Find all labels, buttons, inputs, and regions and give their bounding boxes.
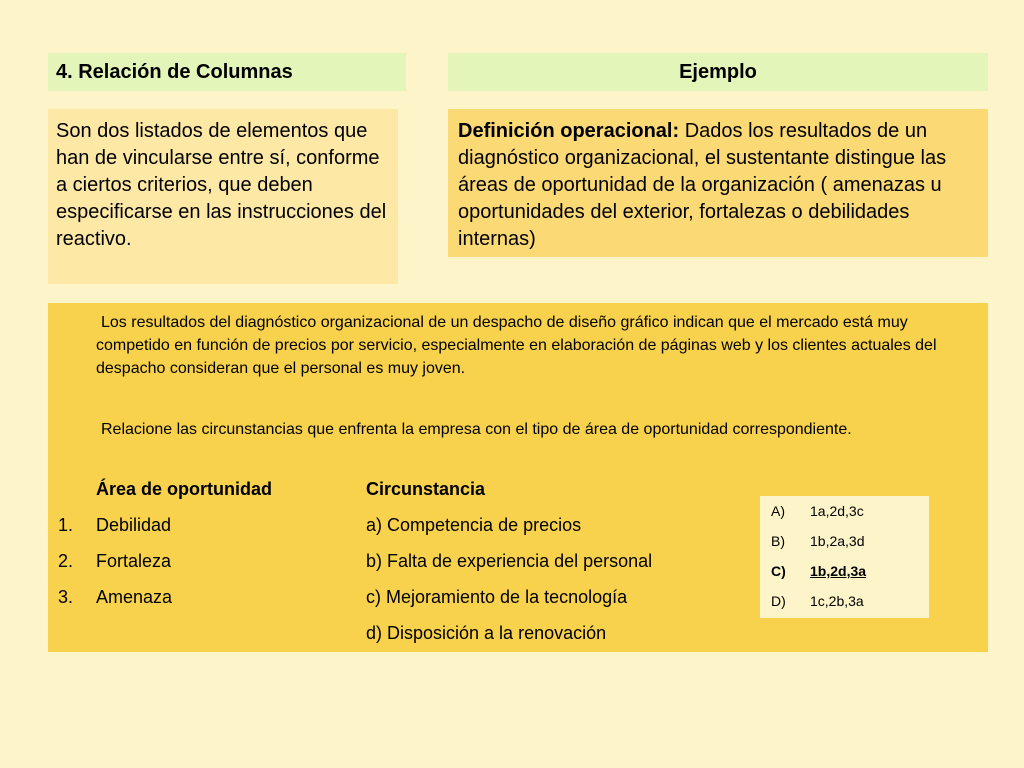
left-item-number: 1. — [58, 515, 74, 535]
example-header — [448, 53, 988, 91]
left-column-header: Área de oportunidad — [96, 479, 273, 499]
section-title-text: 4. Relación de Columnas — [56, 60, 293, 83]
answer-letter: C) — [771, 563, 786, 579]
left-item-number: 2. — [58, 551, 74, 571]
stem-paragraph-2: Relacione las circunstancias que enfrenta la empresa con el tipo de área de oportunidad correspondiente. — [101, 421, 852, 438]
answer-option-d[interactable] — [760, 593, 929, 623]
stem-paragraph-1: Los resultados del diagnóstico organizacional de un despacho de diseño gráfico indican que el mercado está muy competido en función de precios por servicio, especialmente en elaboración de páginas web y los clientes actuales del despacho consideran que el personal es muy joven. — [96, 314, 937, 377]
right-item: d) Disposición a la renovación — [366, 623, 607, 643]
answer-option-a[interactable] — [760, 503, 929, 533]
answer-option-b[interactable] — [760, 533, 929, 563]
left-item-number: 3. — [58, 587, 74, 607]
right-item: c) Mejoramiento de la tecnología — [366, 587, 628, 607]
right-column-header: Circunstancia — [366, 479, 486, 499]
definition-box — [448, 109, 988, 257]
answer-option-c[interactable] — [760, 563, 929, 593]
left-item-text: Amenaza — [96, 587, 173, 607]
right-item: b) Falta de experiencia del personal — [366, 551, 653, 571]
section-title — [48, 53, 406, 91]
left-item-text: Debilidad — [96, 515, 172, 535]
answer-options — [760, 496, 929, 618]
example-header-text: Ejemplo — [679, 60, 757, 83]
answer-value: 1a,2d,3c — [810, 503, 864, 519]
definition-label: Definición operacional: — [458, 120, 680, 142]
answer-value: 1b,2a,3d — [810, 533, 865, 549]
answer-letter: A) — [771, 503, 785, 519]
answer-value: 1b,2d,3a — [810, 563, 867, 579]
left-item-text: Fortaleza — [96, 551, 172, 571]
answer-value: 1c,2b,3a — [810, 593, 864, 609]
right-item: a) Competencia de precios — [366, 515, 582, 535]
answer-letter: B) — [771, 533, 785, 549]
description-text: Son dos listados de elementos que han de vincularse entre sí, conforme a ciertos criterios, que deben especificarse en las instrucciones del reactivo. — [56, 120, 387, 250]
description-box — [48, 109, 398, 284]
definition-text: Dados los resultados de un diagnóstico organizacional, el sustentante distingue las áreas de oportunidad de la organización ( amenazas u oportunidades del exterior, fortalezas o debilidades internas) — [458, 120, 947, 250]
answer-letter: D) — [771, 593, 786, 609]
